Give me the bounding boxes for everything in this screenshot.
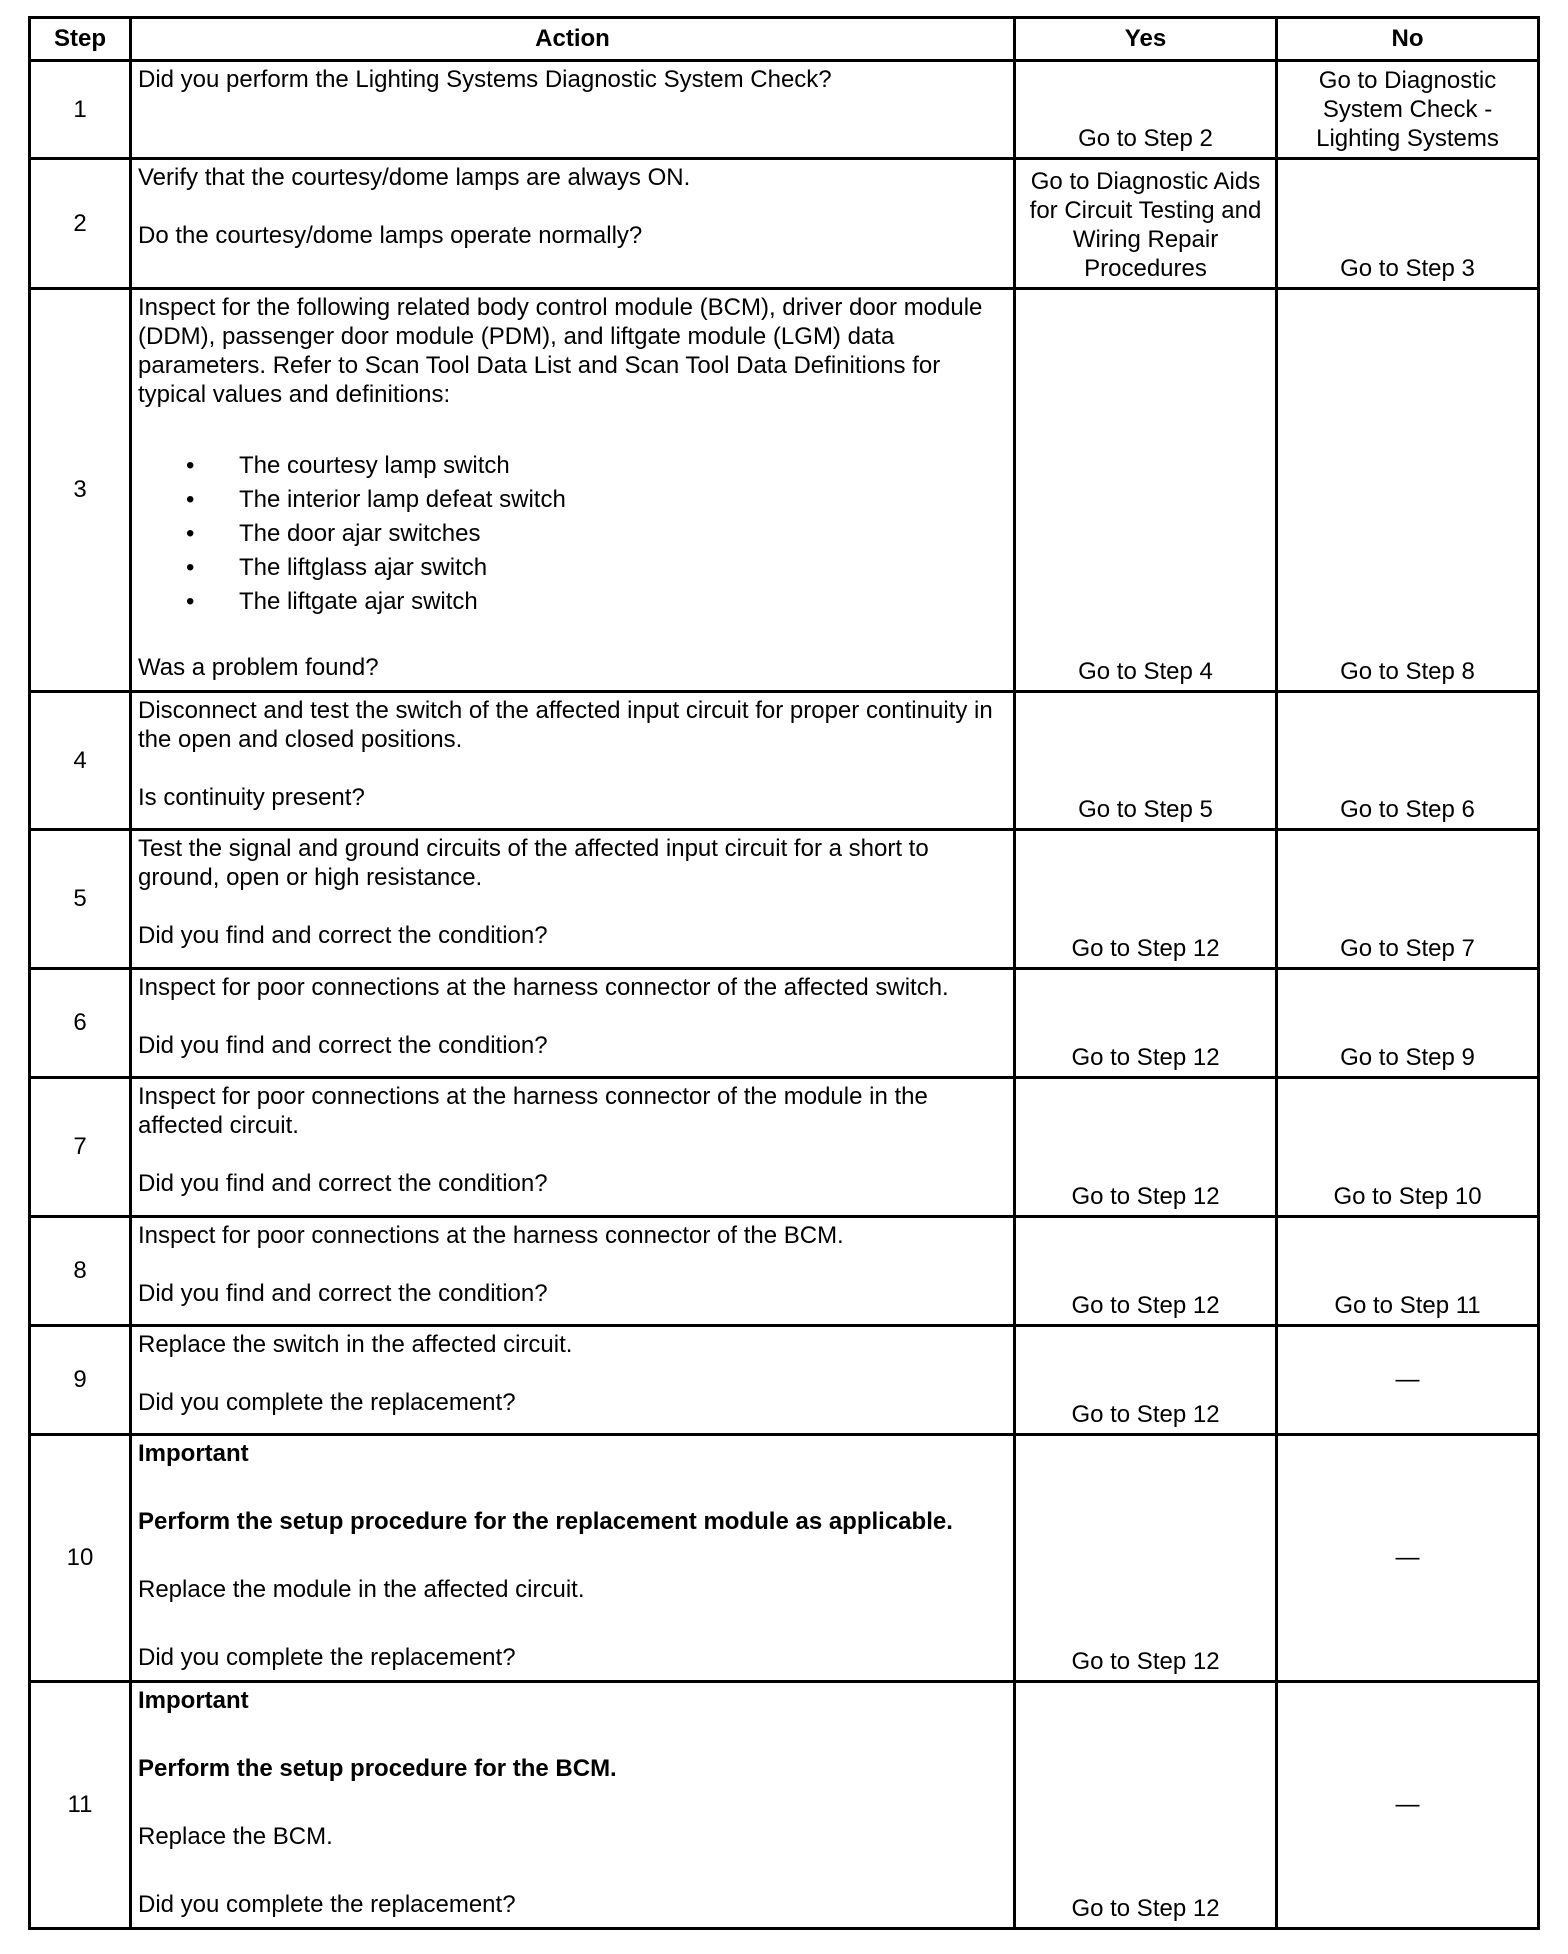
action-question: Did you complete the replacement? xyxy=(138,1644,516,1672)
action-cell xyxy=(131,159,1015,288)
table-row xyxy=(30,1682,1539,1929)
header-no: No xyxy=(1277,18,1539,61)
table-row xyxy=(30,692,1539,830)
yes-cell: Go to Step 12 xyxy=(1015,1078,1277,1216)
no-cell: Go to Step 10 xyxy=(1277,1078,1539,1216)
table-row xyxy=(30,288,1539,691)
action-cell xyxy=(131,1435,1015,1682)
action-cell xyxy=(131,968,1015,1077)
yes-cell: Go to Step 12 xyxy=(1015,1682,1277,1929)
action-cell xyxy=(131,61,1015,159)
action-text: Did you perform the Lighting Systems Diagnostic System Check? xyxy=(138,66,832,93)
action-text: Disconnect and test the switch of the affected input circuit for proper continuity in the open and closed positions. xyxy=(138,697,993,753)
action-cell xyxy=(131,1326,1015,1435)
action-text: Verify that the courtesy/dome lamps are always ON. xyxy=(138,164,691,192)
no-cell: Go to Step 8 xyxy=(1277,288,1539,691)
yes-cell: Go to Step 5 xyxy=(1015,692,1277,830)
step-number: 4 xyxy=(30,692,131,830)
step-number: 3 xyxy=(30,288,131,691)
action-question: Did you find and correct the condition? xyxy=(138,1031,548,1059)
no-cell: Go to Step 9 xyxy=(1277,968,1539,1077)
list-item: • The door ajar switches xyxy=(186,519,481,547)
step-number: 8 xyxy=(30,1216,131,1325)
important-note: Perform the setup procedure for the BCM. xyxy=(138,1755,617,1783)
header-action: Action xyxy=(131,18,1015,61)
step-number: 11 xyxy=(30,1682,131,1929)
action-text: Test the signal and ground circuits of the affected input circuit for a short to ground, open or high resistance. xyxy=(138,835,929,892)
table-row xyxy=(30,968,1539,1077)
action-cell xyxy=(131,288,1015,691)
action-question: Did you find and correct the condition? xyxy=(138,1170,548,1198)
table-row xyxy=(30,1078,1539,1216)
action-cell xyxy=(131,692,1015,830)
action-cell xyxy=(131,1682,1015,1929)
list-item: • The liftglass ajar switch xyxy=(186,553,488,581)
important-label: Important xyxy=(138,1440,249,1468)
step-number: 1 xyxy=(30,61,131,159)
yes-cell: Go to Step 12 xyxy=(1015,1216,1277,1325)
parameter-list xyxy=(138,449,1007,619)
table-row xyxy=(30,830,1539,968)
yes-cell: Go to Step 2 xyxy=(1015,61,1277,159)
step-number: 5 xyxy=(30,830,131,968)
table-row xyxy=(30,1216,1539,1325)
yes-cell: Go to Step 12 xyxy=(1015,830,1277,968)
action-cell xyxy=(131,1216,1015,1325)
yes-cell: Go to Diagnostic Aids for Circuit Testing and Wiring Repair Procedures xyxy=(1015,159,1277,288)
action-text: Inspect for poor connections at the harness connector of the module in the affected circuit. xyxy=(138,1083,928,1140)
header-yes: Yes xyxy=(1015,18,1277,61)
no-cell: Go to Step 11 xyxy=(1277,1216,1539,1325)
yes-cell: Go to Step 12 xyxy=(1015,968,1277,1077)
diagnostic-table xyxy=(28,16,1540,1930)
action-question: Is continuity present? xyxy=(138,784,365,811)
no-cell: Go to Step 3 xyxy=(1277,159,1539,288)
yes-cell: Go to Step 12 xyxy=(1015,1435,1277,1682)
table-row xyxy=(30,1326,1539,1435)
step-number: 2 xyxy=(30,159,131,288)
list-item: • The interior lamp defeat switch xyxy=(186,485,566,513)
no-cell: Go to Step 7 xyxy=(1277,830,1539,968)
table-row xyxy=(30,1435,1539,1682)
yes-cell: Go to Step 12 xyxy=(1015,1326,1277,1435)
step-number: 10 xyxy=(30,1435,131,1682)
no-cell: Go to Step 6 xyxy=(1277,692,1539,830)
action-question: Did you complete the replacement? xyxy=(138,1389,516,1416)
table-row xyxy=(30,61,1539,159)
no-cell: — xyxy=(1277,1682,1539,1929)
action-text: Replace the BCM. xyxy=(138,1823,333,1851)
step-number: 9 xyxy=(30,1326,131,1435)
header-row xyxy=(30,18,1539,61)
no-cell: — xyxy=(1277,1326,1539,1435)
action-text: Replace the module in the affected circuit. xyxy=(138,1576,585,1604)
action-text: Inspect for poor connections at the harness connector of the affected switch. xyxy=(138,973,949,1001)
step-number: 6 xyxy=(30,968,131,1077)
action-question: Was a problem found? xyxy=(138,653,379,681)
list-item: • The liftgate ajar switch xyxy=(186,587,478,615)
action-cell xyxy=(131,830,1015,968)
table-row xyxy=(30,159,1539,288)
header-step: Step xyxy=(30,18,131,61)
action-text: Inspect for the following related body control module (BCM), driver door module (DDM), passenger door module (PDM), and liftgate module (LGM) data parameters. Refer to Scan Tool Data List and Scan Tool Data Definitions for typical values and definitions: xyxy=(138,293,983,408)
action-question: Did you complete the replacement? xyxy=(138,1891,516,1919)
action-text: Replace the switch in the affected circuit. xyxy=(138,1331,573,1358)
action-question: Did you find and correct the condition? xyxy=(138,922,548,950)
step-number: 7 xyxy=(30,1078,131,1216)
important-label: Important xyxy=(138,1687,249,1715)
action-question: Did you find and correct the condition? xyxy=(138,1279,548,1307)
no-cell: — xyxy=(1277,1435,1539,1682)
action-text: Inspect for poor connections at the harness connector of the BCM. xyxy=(138,1221,844,1249)
list-item: • The courtesy lamp switch xyxy=(186,451,510,479)
action-cell xyxy=(131,1078,1015,1216)
action-question: Do the courtesy/dome lamps operate normally? xyxy=(138,222,643,250)
important-note: Perform the setup procedure for the replacement module as applicable. xyxy=(138,1508,953,1536)
no-cell: Go to Diagnostic System Check - Lighting Systems xyxy=(1277,61,1539,159)
yes-cell: Go to Step 4 xyxy=(1015,288,1277,691)
